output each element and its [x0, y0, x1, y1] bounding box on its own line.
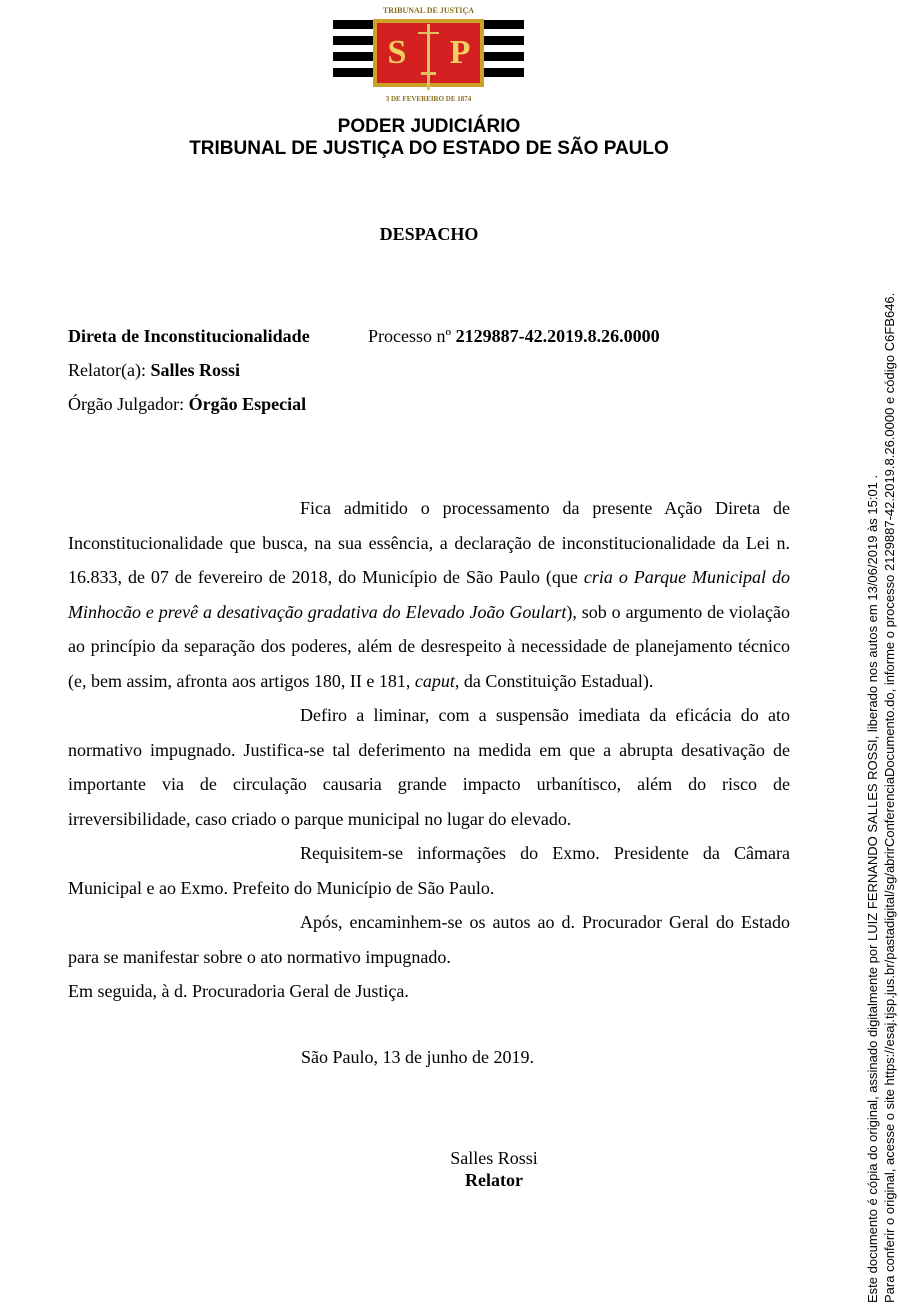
relator-label: Relator(a):	[68, 360, 151, 380]
paragraph-5: Em seguida, à d. Procuradoria Geral de Justiça.	[68, 981, 409, 1001]
case-type: Direta de Inconstitucionalidade	[68, 326, 310, 346]
paragraph-1	[68, 491, 790, 698]
document-title: DESPACHO	[379, 224, 479, 244]
paragraph-1-text-b: ), sob o argumento de violação ao princípio da separação dos poderes, além de desrespeito à necessidade de planejamento técnico (e, bem assim, afronta aos artigos 180, II e 181,	[68, 601, 791, 691]
paragraph-1-text-c: , da Constituição Estadual).	[454, 670, 654, 691]
side-authentication-note	[864, 293, 898, 1303]
side-note-line-2: Para conferir o original, acesse o site https://esaj.tjsp.jus.br/pastadigital/sg/abrirConferenciaDocumento.do, informe o processo 2129887-42.2019.8.26.0000 e código C6FB646.	[882, 292, 897, 1303]
paragraph-3: Requisitem-se informações do Exmo. Presidente da Câmara Municipal e ao Exmo. Prefeito do Município de São Paulo.	[68, 843, 790, 898]
relator-line	[68, 360, 240, 381]
signature-role: Relator	[465, 1170, 523, 1190]
crest-letter-p: P	[449, 34, 471, 71]
signature-name: Salles Rossi	[450, 1148, 538, 1168]
relator-name: Salles Rossi	[150, 360, 240, 380]
paragraph-2: Defiro a liminar, com a suspensão imediata da eficácia do ato normativo impugnado. Justifica-se tal deferimento na medida em que a abrupta desativação de importante via de circulação causaria grande impacto urbanítisco, além do risco de irreversibilidade, caso criado o parque municipal no lugar do elevado.	[68, 705, 790, 829]
signature-block	[420, 1147, 568, 1191]
header-line-1: PODER JUDICIÁRIO	[337, 116, 521, 137]
process-label: Processo nº	[368, 326, 456, 346]
court-crest-logo	[333, 2, 524, 106]
header-line-2: TRIBUNAL DE JUSTIÇA DO ESTADO DE SÃO PAULO	[189, 138, 669, 159]
document-body	[68, 491, 790, 1009]
orgao-label: Órgão Julgador:	[68, 394, 189, 414]
process-info	[368, 326, 660, 347]
crest-top-text: TRIBUNAL DE JUSTIÇA	[382, 6, 475, 15]
paragraph-1-italic: cria o Parque Municipal do Minhocão e prevê a desativação gradativa do Elevado João Goulart	[68, 567, 790, 622]
crest-letter-s: S	[387, 34, 407, 71]
document-date: São Paulo, 13 de junho de 2019.	[301, 1047, 534, 1067]
side-note-line-1: Este documento é cópia do original, assinado digitalmente por LUIZ FERNANDO SALLES ROSSI, liberado nos autos em 13/06/2019 às 15:01 .	[865, 474, 880, 1303]
paragraph-1-text-a: Fica admitido o processamento da presente Ação Direta de Inconstitucionalidade que busca, na sua essência, a declaração de inconstitucionalidade da Lei n. 16.833, de 07 de fevereiro de 2018, do Município de São Paulo (que	[68, 498, 790, 587]
paragraph-1-italic-2: caput	[414, 670, 455, 691]
orgao-name: Órgão Especial	[188, 394, 307, 414]
paragraph-4: Após, encaminhem-se os autos ao d. Procurador Geral do Estado para se manifestar sobre o ato normativo impugnado.	[68, 912, 790, 967]
process-number: 2129887-42.2019.8.26.0000	[455, 326, 660, 346]
crest-bottom-text: 3 DE FEVEREIRO DE 1874	[385, 95, 472, 103]
orgao-line	[68, 394, 306, 415]
